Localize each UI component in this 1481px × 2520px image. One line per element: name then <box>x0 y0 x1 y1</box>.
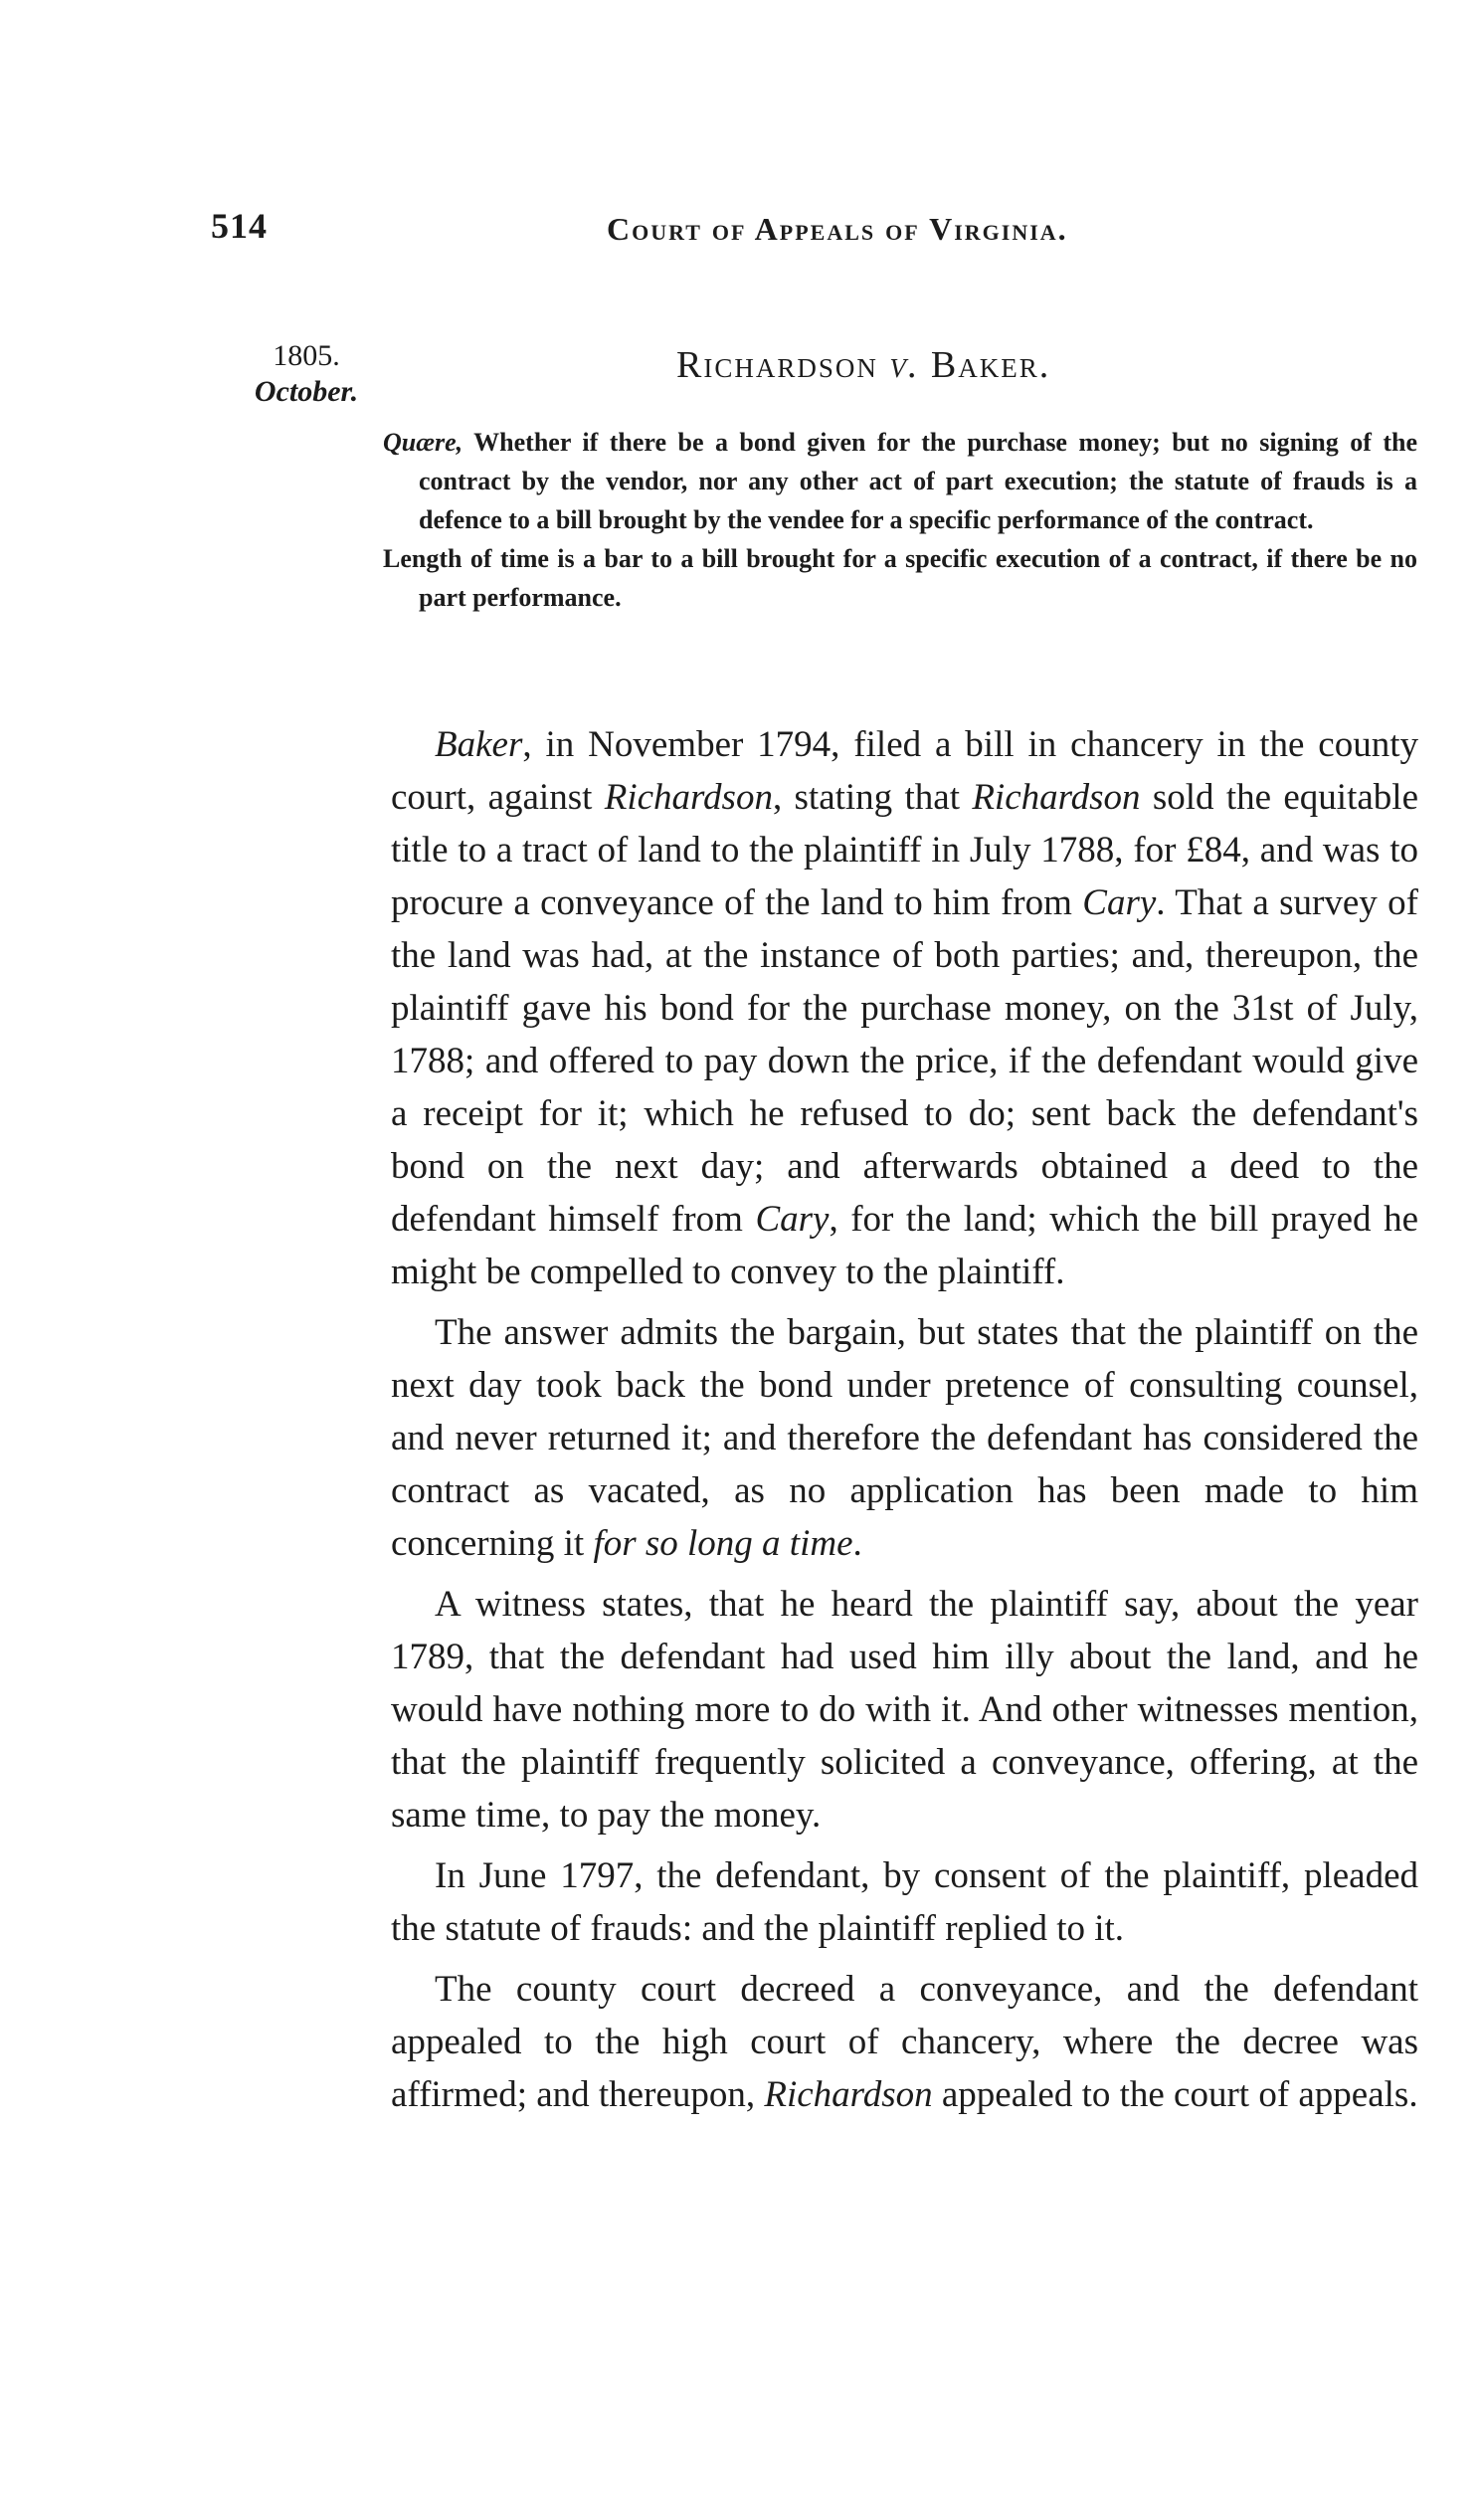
text-run: A witness states, that he heard the plaintiff say, about the year 1789, that the defendant had used him illy about the land, and he would have nothing more to do with it. And other witnesses mention, that the plaintiff frequently solicited a conveyance, offering, at the same time, to pay the money. <box>391 1584 1418 1836</box>
margin-year: 1805. <box>273 339 340 372</box>
italic-run: for so long a time <box>593 1523 853 1564</box>
margin-month: October. <box>254 375 359 408</box>
case-plaintiff: Richardson <box>676 344 878 386</box>
italic-run: Cary <box>1082 882 1157 923</box>
text-run: , stating that <box>772 777 973 818</box>
paragraph <box>391 1306 1418 1570</box>
margin-date <box>227 338 386 410</box>
headnote-text: Whether if there be a bond given for the purchase money; but no signing of the contract by the vendor, nor any other act of part execution; the statute of frauds is a defence to a bill brought by the vendee for a specific performance of the contract. <box>419 428 1417 534</box>
italic-run: Richardson <box>972 777 1141 818</box>
page-number: 514 <box>211 206 268 246</box>
running-head: Court of Appeals of Virginia. <box>607 211 1068 247</box>
headnote-text: Length of time is a bar to a bill brought for a specific execution of a contract, if there be no part performance. <box>383 544 1417 612</box>
italic-run: Richardson <box>604 777 773 818</box>
paragraph <box>391 1578 1418 1842</box>
text-run: The answer admits the bargain, but states that the plaintiff on the next day took back the bond under pretence of consulting counsel, and never returned it; and therefore the defendant has considered the contract as vacated, as no application has been made to him concerning it <box>391 1312 1418 1564</box>
text-run: , for the land; which the bill prayed he might be compelled to convey to the plaintiff. <box>391 1199 1418 1292</box>
text-run: The county court decreed a conveyance, and the defendant appealed to the high court of chancery, where the decree was affirmed; and thereupon, <box>391 1969 1418 2115</box>
headnote <box>383 423 1417 539</box>
italic-run: Cary <box>755 1199 830 1240</box>
paragraph <box>391 1849 1418 1955</box>
text-run: In June 1797, the defendant, by consent of the plaintiff, pleaded the statute of frauds: and the plaintiff replied to it. <box>391 1855 1418 1949</box>
paragraph <box>391 1963 1418 2121</box>
case-versus: v. <box>889 344 920 386</box>
paragraph <box>391 718 1418 1298</box>
headnote-lead: Quære, <box>383 428 463 457</box>
text-run: appealed to the court of appeals. <box>932 2074 1418 2115</box>
text-run: , in November 1794, filed a bill in chancery in the county court, against <box>391 724 1418 818</box>
case-title <box>676 343 1050 387</box>
headnotes <box>383 423 1417 617</box>
body-text <box>391 718 1418 2129</box>
text-run: sold the equitable title to a tract of land to the plaintiff in July 1788, for £84, and was to procure a conveyance of the land to him from <box>391 777 1418 923</box>
case-defendant: Baker. <box>930 344 1051 386</box>
text-run: . <box>852 1523 862 1564</box>
italic-run: Richardson <box>764 2074 933 2115</box>
italic-run: Baker <box>435 724 523 765</box>
headnote <box>383 539 1417 617</box>
text-run: . That a survey of the land was had, at the instance of both parties; and, thereupon, the plaintiff gave his bond for the purchase money, on the 31st of July, 1788; and offered to pay down the price, if the defendant would give a receipt for it; which he refused to do; sent back the defendant's bond on the next day; and afterwards obtained a deed to the defendant himself from <box>391 882 1418 1240</box>
